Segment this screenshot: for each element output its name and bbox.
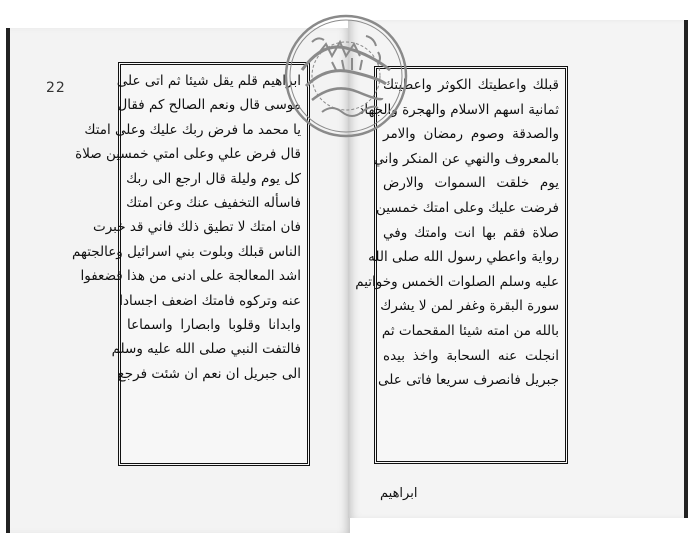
text-line: فرضت عليك وعلى امتك خمسين: [375, 199, 559, 216]
text-line: رواية واعطي رسول الله صلى الله: [368, 249, 559, 266]
text-line: عليه وسلم الصلوات الخمس وخواتيم: [355, 273, 559, 290]
text-line: بالله من امته شيئا المقحمات ثم: [381, 322, 559, 339]
text-line: يا محمد ما فرض ربك عليك وعلى امتك: [84, 121, 301, 138]
text-line: موسى قال ونعم الصالح كم فقال: [117, 97, 301, 114]
text-line: ابراهيم قلم يقل شيئا ثم اتى على: [116, 73, 301, 89]
text-line: سورة البقرة وغفر لمن لا يشرك: [380, 298, 559, 315]
text-line: جبريل فانصرف سريعا فاتى على: [378, 372, 559, 389]
text-line: انجلت عنه السحابة واخذ بيده: [383, 347, 559, 364]
text-line: قال فرض علي وعلى امتي خمسين صلاة: [75, 146, 301, 163]
text-line: كل يوم وليلة قال ارجع الى ربك: [126, 170, 301, 187]
text-line: الى جبريل ان نعم ان شئت فرجع: [117, 365, 301, 382]
library-seal-stamp: [282, 12, 410, 140]
catchword: ابراهيم: [380, 486, 418, 501]
text-line: بالمعروف والنهي عن المنكر واني: [373, 150, 559, 167]
text-line: فالتفت النبي صلى الله عليه وسلم: [111, 341, 301, 358]
text-line: وابدانا وقلوبا وابصارا واسماعا: [127, 317, 301, 334]
text-line: قبلك واعطيتك الكوثر واعطيتك: [383, 77, 559, 93]
text-line: يوم خلقت السموات والارض: [383, 175, 559, 192]
text-line: ثمانية اسهم الاسلام والهجرة والجهاد: [358, 101, 559, 118]
text-line: فان امتك لا تطيق ذلك فاني قد خبرت: [92, 219, 301, 236]
text-line: اشد المعالجة على ادنى من هذا فضعفوا: [80, 268, 301, 285]
text-line: عنه وتركوه فامتك اضعف اجسادا: [119, 292, 301, 309]
text-line: والصدقة وصوم رمضان والامر: [383, 126, 559, 143]
text-line: الناس قبلك وبلوت بني اسرائيل وعالجتهم: [72, 243, 301, 260]
text-line: صلاة فقم بها انت وامتك وفي: [383, 224, 559, 241]
text-line: فاسأله التخفيف عنك وعن امتك: [126, 195, 301, 212]
page-number: 22: [46, 80, 66, 96]
